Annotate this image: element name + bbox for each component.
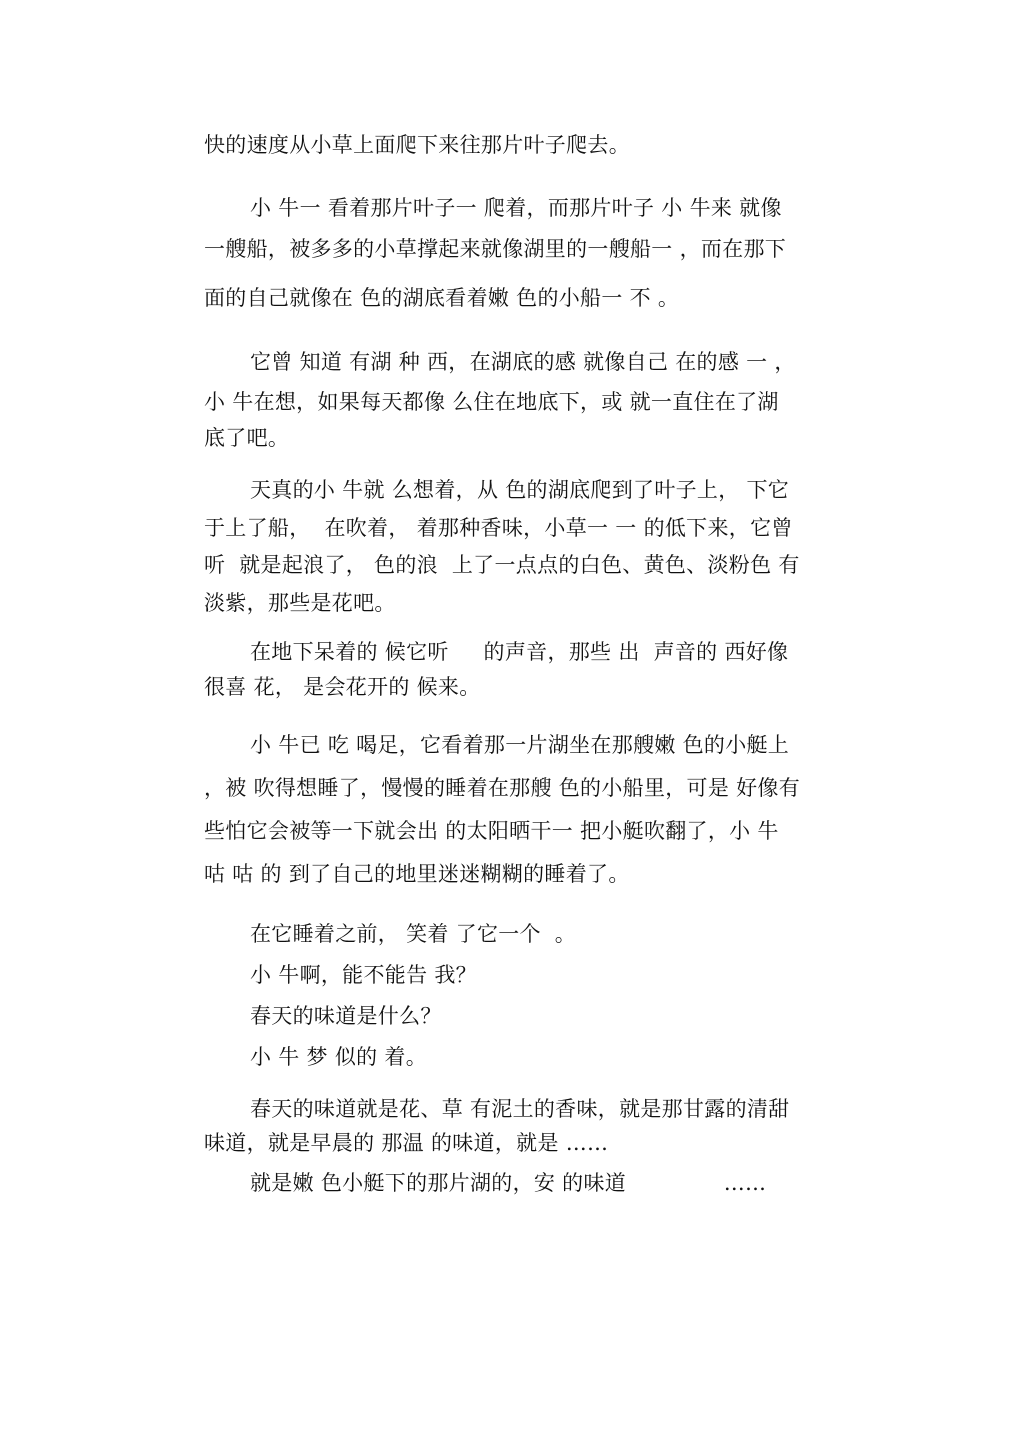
text-line: 春天的味道是什么？	[250, 1004, 442, 1028]
text-line: 很喜 花， 是会花开的 候来。	[204, 675, 481, 699]
text-line: 于上了船， 在吹着， 着那种香味，小草一 一 的低下来，它曾	[204, 516, 793, 540]
text-line: 小 牛在想，如果每天都像 么住在地底下，或 就一直住在了湖	[204, 390, 779, 414]
text-line: 味道，就是早晨的 那温 的味道，就是 ……	[204, 1131, 609, 1155]
text-line: 面的自己就像在 色的湖底看着嫩 色的小船一 不 。	[204, 286, 680, 310]
text-line: 天真的小 牛就 么想着，从 色的湖底爬到了叶子上， 下它	[250, 478, 790, 502]
text-line: 在它睡着之前， 笑着 了它一个 。	[250, 922, 577, 946]
text-line: 在地下呆着的 候它听 的声音，那些 出 声音的 西好像	[250, 640, 789, 664]
text-line: 它曾 知道 有湖 种 西，在湖底的感 就像自己 在的感 一 ，	[250, 350, 796, 374]
text-line: 就是嫩 色小艇下的那片湖的，安 的味道 ……	[250, 1171, 767, 1195]
text-line: 小 牛一 看着那片叶子一 爬着，而那片叶子 小 牛来 就像	[250, 196, 782, 220]
text-line: 快的速度从小草上面爬下来往那片叶子爬去。	[204, 133, 630, 157]
text-line: 小 牛已 吃 喝足，它看着那一片湖坐在那艘嫩 色的小艇上	[250, 733, 790, 757]
text-line: 春天的味道就是花、草 有泥土的香味，就是那甘露的清甜	[250, 1097, 790, 1121]
text-line: 淡紫，那些是花吧。	[204, 591, 396, 615]
text-line: 听 就是起浪了， 色的浪 上了一点点的白色、黄色、淡粉色 有	[204, 553, 800, 577]
text-line: 底了吧。	[204, 426, 290, 450]
text-line: 些怕它会被等一下就会出 的太阳晒干一 把小艇吹翻了，小 牛	[204, 819, 779, 843]
text-line: 咕 咕 的 到了自己的地里迷迷糊糊的睡着了。	[204, 862, 630, 886]
text-line: 小 牛啊，能不能告 我？	[250, 963, 477, 987]
text-line: 小 牛 梦 似的 着。	[250, 1045, 428, 1069]
text-line: ，被 吹得想睡了，慢慢的睡着在那艘 色的小船里，可是 好像有	[204, 776, 801, 800]
text-line: 一艘船，被多多的小草撑起来就像湖里的一艘船一 ，而在那下	[204, 237, 787, 261]
